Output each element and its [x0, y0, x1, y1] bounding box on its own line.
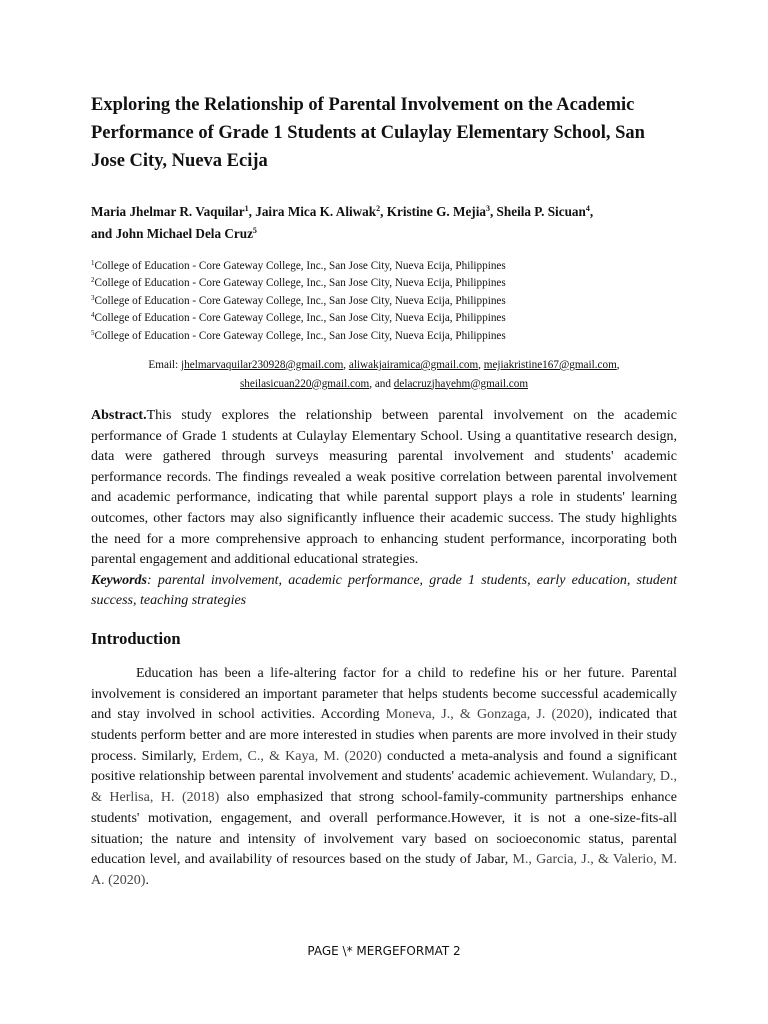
- affiliation-superscript: 4: [91, 311, 95, 320]
- abstract: [91, 406, 677, 571]
- author-separator: ,: [248, 204, 256, 219]
- email-separator: ,: [616, 359, 620, 372]
- affiliation-text: College of Education - Core Gateway College, Inc., San Jose City, Nueva Ecija, Philippines: [94, 329, 506, 342]
- author-superscript: 5: [252, 226, 257, 235]
- email-link[interactable]: aliwakjairamica@gmail.com: [348, 359, 479, 372]
- keywords-text: : parental involvement, academic performance, grade 1 students, early education, student success, teaching strategies: [91, 572, 677, 609]
- author-name: Sheila P. Sicuan: [496, 204, 586, 219]
- intro-text: Education has been a life-altering factor for a child to redefine his or her future. Parental involvement is considered an important parameter that helps students become successful academically and stay involved in school activities. According: [91, 665, 677, 723]
- author-superscript: 4: [585, 204, 590, 213]
- page-footer: PAGE \* MERGEFORMAT 2: [307, 944, 461, 958]
- affiliation-superscript: 3: [91, 293, 95, 302]
- email-separator: , and: [369, 377, 394, 390]
- email-label: Email:: [148, 359, 182, 372]
- abstract-text: This study explores the relationship between parental involvement on the academic performance of Grade 1 students at Culaylay Elementary School. Using a quantitative research design, data were gathered through surveys measuring parental involvement and students' academic performance records. The findings revealed a weak positive correlation between parental involvement and academic performance, indicating that while parental support plays a role in students' learning outcomes, other factors may also significantly influence their academic success. The study highlights the need for a more comprehensive approach to enhancing student performance, incorporating both parental engagement and additional educational strategies.: [91, 408, 677, 568]
- affiliation-superscript: 1: [91, 259, 95, 267]
- affiliation-item: [91, 328, 677, 345]
- email-link[interactable]: sheilasicuan220@gmail.com: [239, 377, 370, 390]
- email-link[interactable]: jhelmarvaquilar230928@gmail.com: [181, 359, 344, 372]
- affiliation-item: [91, 310, 677, 327]
- author-separator: ,: [380, 204, 387, 219]
- author-superscript: 3: [485, 204, 490, 213]
- affiliation-text: College of Education - Core Gateway College, Inc., San Jose City, Nueva Ecija, Philippines: [94, 312, 506, 325]
- introduction-heading: Introduction: [91, 628, 181, 648]
- author-superscript: 2: [376, 204, 381, 213]
- keywords-label: Keywords: [91, 572, 147, 588]
- author-separator: ,: [489, 204, 497, 219]
- abstract-label: Abstract.: [91, 408, 147, 424]
- email-block: [91, 356, 677, 393]
- email-link[interactable]: delacruzjhayehm@gmail.com: [393, 377, 529, 390]
- paper-page: [91, 91, 677, 906]
- email-separator: ,: [343, 359, 349, 372]
- affiliation-list: [91, 258, 677, 345]
- affiliation-text: College of Education - Core Gateway College, Inc., San Jose City, Nueva Ecija, Philippines: [94, 294, 506, 307]
- citation-link[interactable]: Erdem, C., & Kaya, M. (2020): [201, 748, 382, 764]
- keywords: [91, 571, 677, 612]
- citation-link[interactable]: M., Garcia, J., & Valerio, M. A. (2020): [91, 852, 677, 888]
- affiliation-superscript: 2: [91, 276, 95, 285]
- author-name: Jaira Mica K. Aliwak: [255, 204, 377, 219]
- intro-text: , indicated that students perform better and are more interested in studies when parents are more involved in their study process. Similarly,: [91, 707, 677, 764]
- affiliation-item: [91, 275, 677, 292]
- paper-title: Exploring the Relationship of Parental Involvement on the Academic Performance of Grade 1 Students at Culaylay Elementary School, San Jose City, Nueva Ecija: [91, 95, 645, 171]
- affiliation-text: College of Education - Core Gateway College, Inc., San Jose City, Nueva Ecija, Philippines: [94, 260, 506, 272]
- email-separator: ,: [478, 359, 484, 372]
- author-name: Maria Jhelmar R. Vaquilar: [91, 204, 245, 219]
- affiliation-item: [91, 258, 677, 275]
- author-list: [91, 201, 677, 245]
- author-name: John Michael Dela Cruz: [115, 226, 253, 241]
- citation-link[interactable]: Moneva, J., & Gonzaga, J. (2020): [385, 707, 589, 723]
- author-separator: ,: [589, 204, 594, 219]
- intro-text: .: [145, 873, 149, 888]
- affiliation-superscript: 5: [91, 328, 95, 337]
- citation-link[interactable]: Wulandary, D., & Herlisa, H. (2018): [91, 769, 677, 806]
- author-superscript: 1: [244, 204, 249, 213]
- affiliation-text: College of Education - Core Gateway College, Inc., San Jose City, Nueva Ecija, Philippines: [94, 277, 506, 290]
- author-name: Kristine G. Mejia: [386, 204, 486, 219]
- affiliation-item: [91, 293, 677, 310]
- intro-text: also emphasized that strong school-family-community partnerships enhance students' motivation, engagement, and overall performance.However, it is not a one-size-fits-all situation; the nature and intensity of involvement vary based on socioeconomic status, parental education level, and availability of resources based on the study of Jabar,: [91, 790, 677, 868]
- intro-text: conducted a meta-analysis and found a significant positive relationship between parental involvement and students' academic achievement.: [91, 748, 678, 785]
- email-link[interactable]: mejiakristine167@gmail.com: [483, 359, 617, 372]
- author-and: and: [91, 226, 116, 241]
- introduction-paragraph: [91, 664, 677, 892]
